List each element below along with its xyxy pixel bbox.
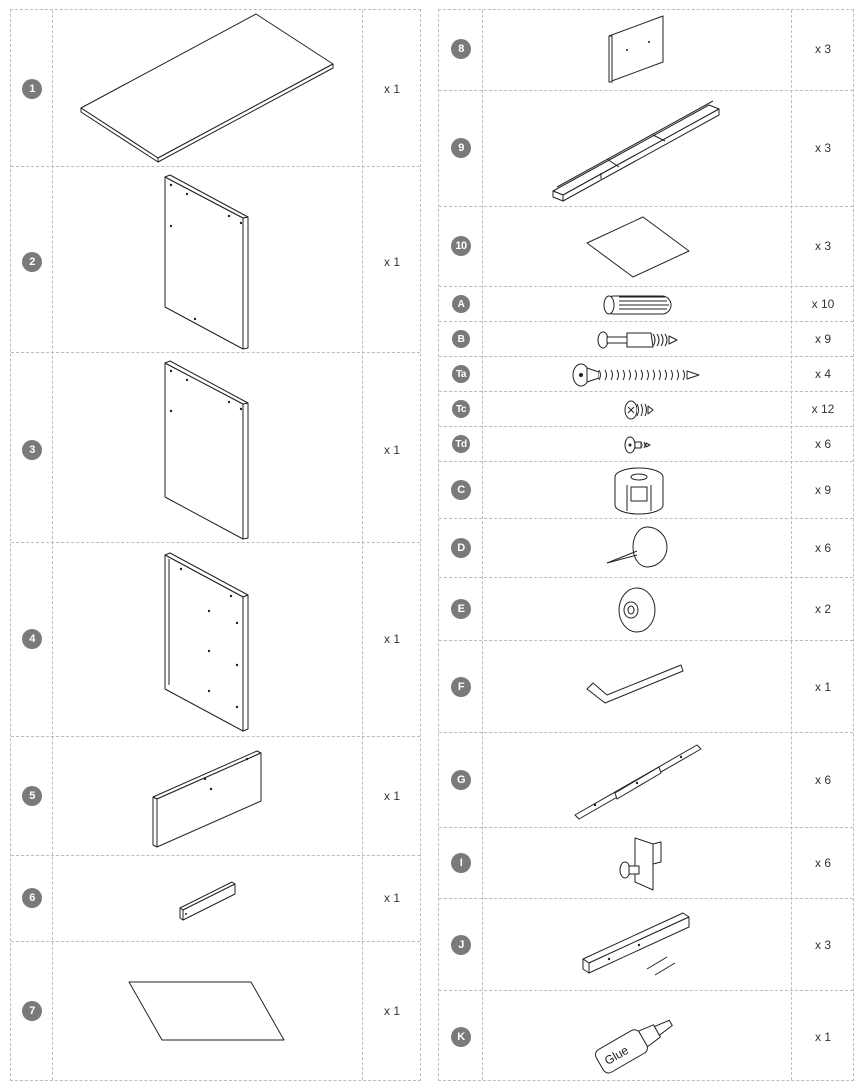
part-row-C: [439, 461, 853, 518]
washer-icon: [613, 584, 665, 636]
drawer-bottom-icon: [583, 213, 693, 281]
part-number-badge: 10: [451, 236, 471, 256]
bracket-icon: [613, 834, 669, 894]
part-number-badge: 7: [22, 1001, 42, 1021]
part-row-G: [439, 732, 853, 827]
part-number-badge: 3: [22, 440, 42, 460]
quantity-label: x 1: [383, 1004, 401, 1018]
part-row-10: [439, 206, 853, 286]
back-rail-icon: [149, 741, 269, 855]
side-panel-icon: [159, 173, 254, 351]
quantity-label: x 6: [814, 773, 832, 787]
quantity-label: x 6: [814, 437, 832, 451]
dowel-icon: [599, 293, 677, 317]
quantity-label: x 3: [814, 938, 832, 952]
part-number-badge: A: [452, 295, 470, 313]
part-number-badge: J: [451, 935, 471, 955]
part-number-badge: 8: [451, 39, 471, 59]
quantity-label: x 1: [814, 1030, 832, 1044]
part-number-badge: Tc: [452, 400, 470, 418]
part-number-badge: B: [452, 330, 470, 348]
quantity-label: x 1: [383, 891, 401, 905]
part-row-Tc: [439, 391, 853, 426]
quantity-label: x 1: [383, 82, 401, 96]
part-number-badge: I: [451, 853, 471, 873]
part-number-badge: K: [451, 1027, 471, 1047]
part-row-B: [439, 321, 853, 356]
quantity-label: x 9: [814, 483, 832, 497]
part-row-8: [439, 10, 853, 90]
anti-tip-bar-icon: [579, 909, 695, 985]
nail-glide-icon: [603, 523, 671, 575]
part-row-F: [439, 640, 853, 732]
part-row-J: [439, 898, 853, 990]
part-number-badge: 4: [22, 629, 42, 649]
right-parts-table: [438, 9, 854, 1081]
part-number-badge: 5: [22, 786, 42, 806]
long-screw-icon: [569, 362, 703, 388]
middle-panel-icon: [161, 551, 256, 733]
small-rail-icon: [176, 876, 238, 922]
part-row-E: [439, 577, 853, 640]
part-number-badge: E: [451, 599, 471, 619]
part-number-badge: 9: [451, 138, 471, 158]
quantity-label: x 1: [383, 789, 401, 803]
part-number-badge: Ta: [452, 365, 470, 383]
drawer-frame-icon: [549, 97, 723, 201]
side-panel-icon: [159, 359, 254, 541]
cam-lock-icon: [609, 465, 669, 517]
part-row-I: [439, 827, 853, 898]
top-panel-icon: [76, 10, 336, 166]
quantity-label: x 6: [814, 856, 832, 870]
part-row-2: [11, 166, 420, 352]
part-row-Td: [439, 426, 853, 461]
part-row-9: [439, 90, 853, 206]
part-number-badge: 2: [22, 252, 42, 272]
part-row-D: [439, 518, 853, 577]
part-row-6: [11, 855, 420, 941]
quantity-label: x 3: [814, 141, 832, 155]
part-row-A: [439, 286, 853, 321]
quantity-label: x 1: [383, 255, 401, 269]
part-row-Ta: [439, 356, 853, 391]
part-number-badge: C: [451, 480, 471, 500]
part-number-badge: 6: [22, 888, 42, 908]
allen-key-icon: [581, 661, 689, 715]
part-number-badge: 1: [22, 79, 42, 99]
part-number-badge: Td: [452, 435, 470, 453]
quantity-label: x 3: [814, 42, 832, 56]
quantity-label: x 10: [811, 297, 835, 311]
part-number-badge: G: [451, 770, 471, 790]
part-number-badge: D: [451, 538, 471, 558]
quantity-label: x 1: [383, 443, 401, 457]
cam-bolt-icon: [595, 329, 681, 351]
quantity-label: x 3: [814, 239, 832, 253]
quantity-label: x 4: [814, 367, 832, 381]
quantity-label: x 12: [811, 402, 835, 416]
part-row-4: [11, 542, 420, 736]
left-parts-table: [10, 9, 421, 1081]
quantity-label: x 9: [814, 332, 832, 346]
part-row-5: [11, 736, 420, 855]
back-sheet-icon: [126, 978, 288, 1044]
part-row-3: [11, 352, 420, 542]
quantity-label: x 6: [814, 541, 832, 555]
glue-label: Glue: [601, 1042, 631, 1068]
drawer-front-icon: [605, 14, 669, 86]
tiny-screw-icon: [623, 435, 655, 455]
glue-bottle-icon: [587, 1001, 679, 1073]
quantity-label: x 1: [814, 680, 832, 694]
quantity-label: x 2: [814, 602, 832, 616]
short-screw-icon: [623, 398, 655, 422]
drawer-slide-icon: [571, 739, 705, 823]
part-number-badge: F: [451, 677, 471, 697]
part-row-1: [11, 10, 420, 166]
quantity-label: x 1: [383, 632, 401, 646]
part-row-7: [11, 941, 420, 1082]
part-row-K: [439, 990, 853, 1082]
